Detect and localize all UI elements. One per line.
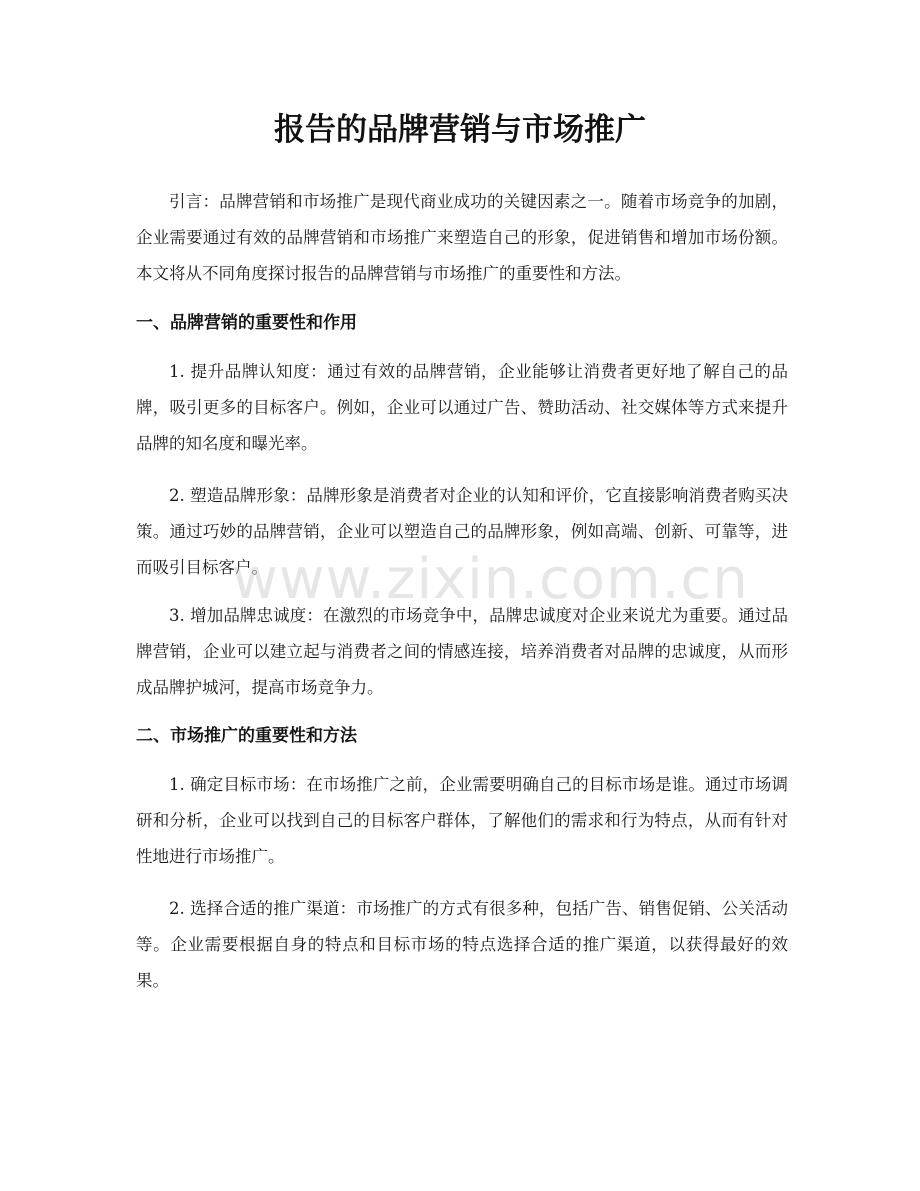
section-heading-2: 二、市场推广的重要性和方法	[136, 726, 357, 746]
section-heading-1: 一、品牌营销的重要性和作用	[136, 313, 357, 333]
section-2-paragraph-2: 2. 选择合适的推广渠道：市场推广的方式有很多种，包括广告、销售促销、公关活动等。企业需要根据自身的特点和目标市场的特点选择合适的推广渠道，以获得最好的效果。	[136, 899, 788, 990]
section-1-paragraph-1: 1. 提升品牌认知度：通过有效的品牌营销，企业能够让消费者更好地了解自己的品牌，吸引更多的目标客户。例如，企业可以通过广告、赞助活动、社交媒体等方式来提升品牌的知名度和曝光率。	[136, 362, 788, 453]
watermark: www.zixin.com.cn	[232, 547, 749, 612]
section-2-paragraph-1: 1. 确定目标市场：在市场推广之前，企业需要明确自己的目标市场是谁。通过市场调研和分析，企业可以找到自己的目标客户群体，了解他们的需求和行为特点，从而有针对性地进行市场推广。	[136, 775, 788, 866]
intro-paragraph: 引言：品牌营销和市场推广是现代商业成功的关键因素之一。随着市场竞争的加剧，企业需要通过有效的品牌营销和市场推广来塑造自己的形象，促进销售和增加市场份额。本文将从不同角度探讨报告的品牌营销与市场推广的重要性和方法。	[136, 192, 788, 283]
section-1-paragraph-2: 2. 塑造品牌形象：品牌形象是消费者对企业的认知和评价，它直接影响消费者购买决策。通过巧妙的品牌营销，企业可以塑造自己的品牌形象，例如高端、创新、可靠等，进而吸引目标客户。	[136, 486, 788, 577]
section-1-paragraph-3: 3. 增加品牌忠诚度：在激烈的市场竞争中，品牌忠诚度对企业来说尤为重要。通过品牌营销，企业可以建立起与消费者之间的情感连接，培养消费者对品牌的忠诚度，从而形成品牌护城河，提高市场竞争力。	[136, 606, 788, 697]
document-title: 报告的品牌营销与市场推广	[274, 112, 646, 148]
